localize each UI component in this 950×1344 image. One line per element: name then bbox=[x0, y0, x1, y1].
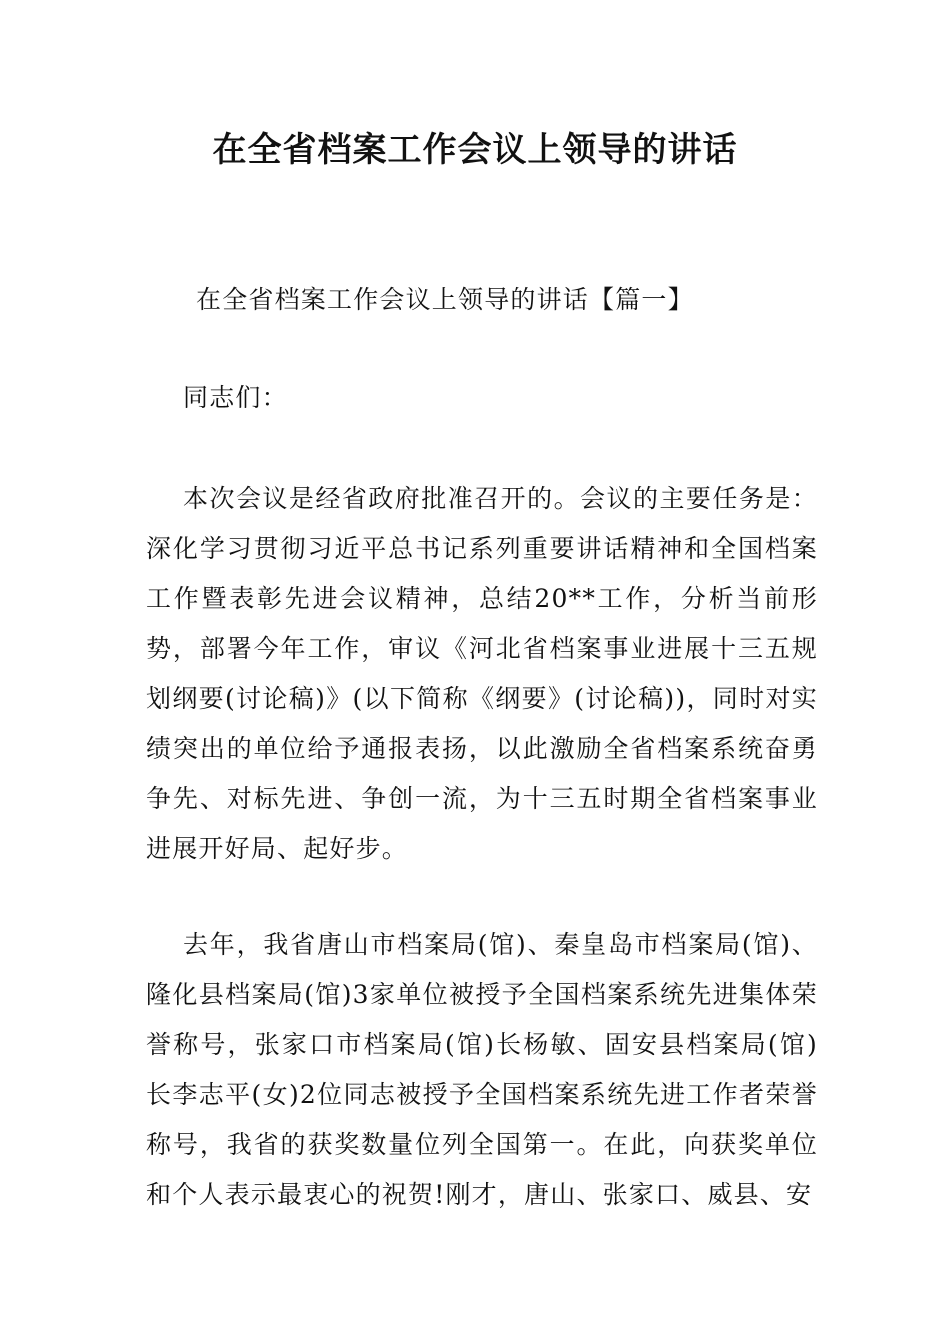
document-title: 在全省档案工作会议上领导的讲话 bbox=[212, 130, 738, 170]
section-subtitle: 在全省档案工作会议上领导的讲话【篇一】 bbox=[196, 285, 694, 314]
body-paragraph-2: 去年，我省唐山市档案局(馆)、秦皇岛市档案局(馆)、隆化县档案局(馆)3家单位被授予全国档案系统先进集体荣誉称号，张家口市档案局(馆)长杨敏、固安县档案局(馆)长李志平(女)2位同志被授予全国档案系统先进工作者荣誉称号，我省的获奖数量位列全国第一。在此，向获奖单位和个人表示最衷心的祝贺!刚才，唐山、张家口、威县、安 bbox=[146, 930, 818, 1209]
body-paragraph-1: 本次会议是经省政府批准召开的。会议的主要任务是：深化学习贯彻习近平总书记系列重要讲话精神和全国档案工作暨表彰先进会议精神，总结20**工作，分析当前形势，部署今年工作，审议《河北省档案事业进展十三五规划纲要(讨论稿)》(以下简称《纲要》(讨论稿))，同时对实绩突出的单位给予通报表扬，以此激励全省档案系统奋勇争先、对标先进、争创一流，为十三五时期全省档案事业进展开好局、起好步。 bbox=[146, 484, 818, 863]
greeting: 同志们： bbox=[183, 383, 288, 412]
